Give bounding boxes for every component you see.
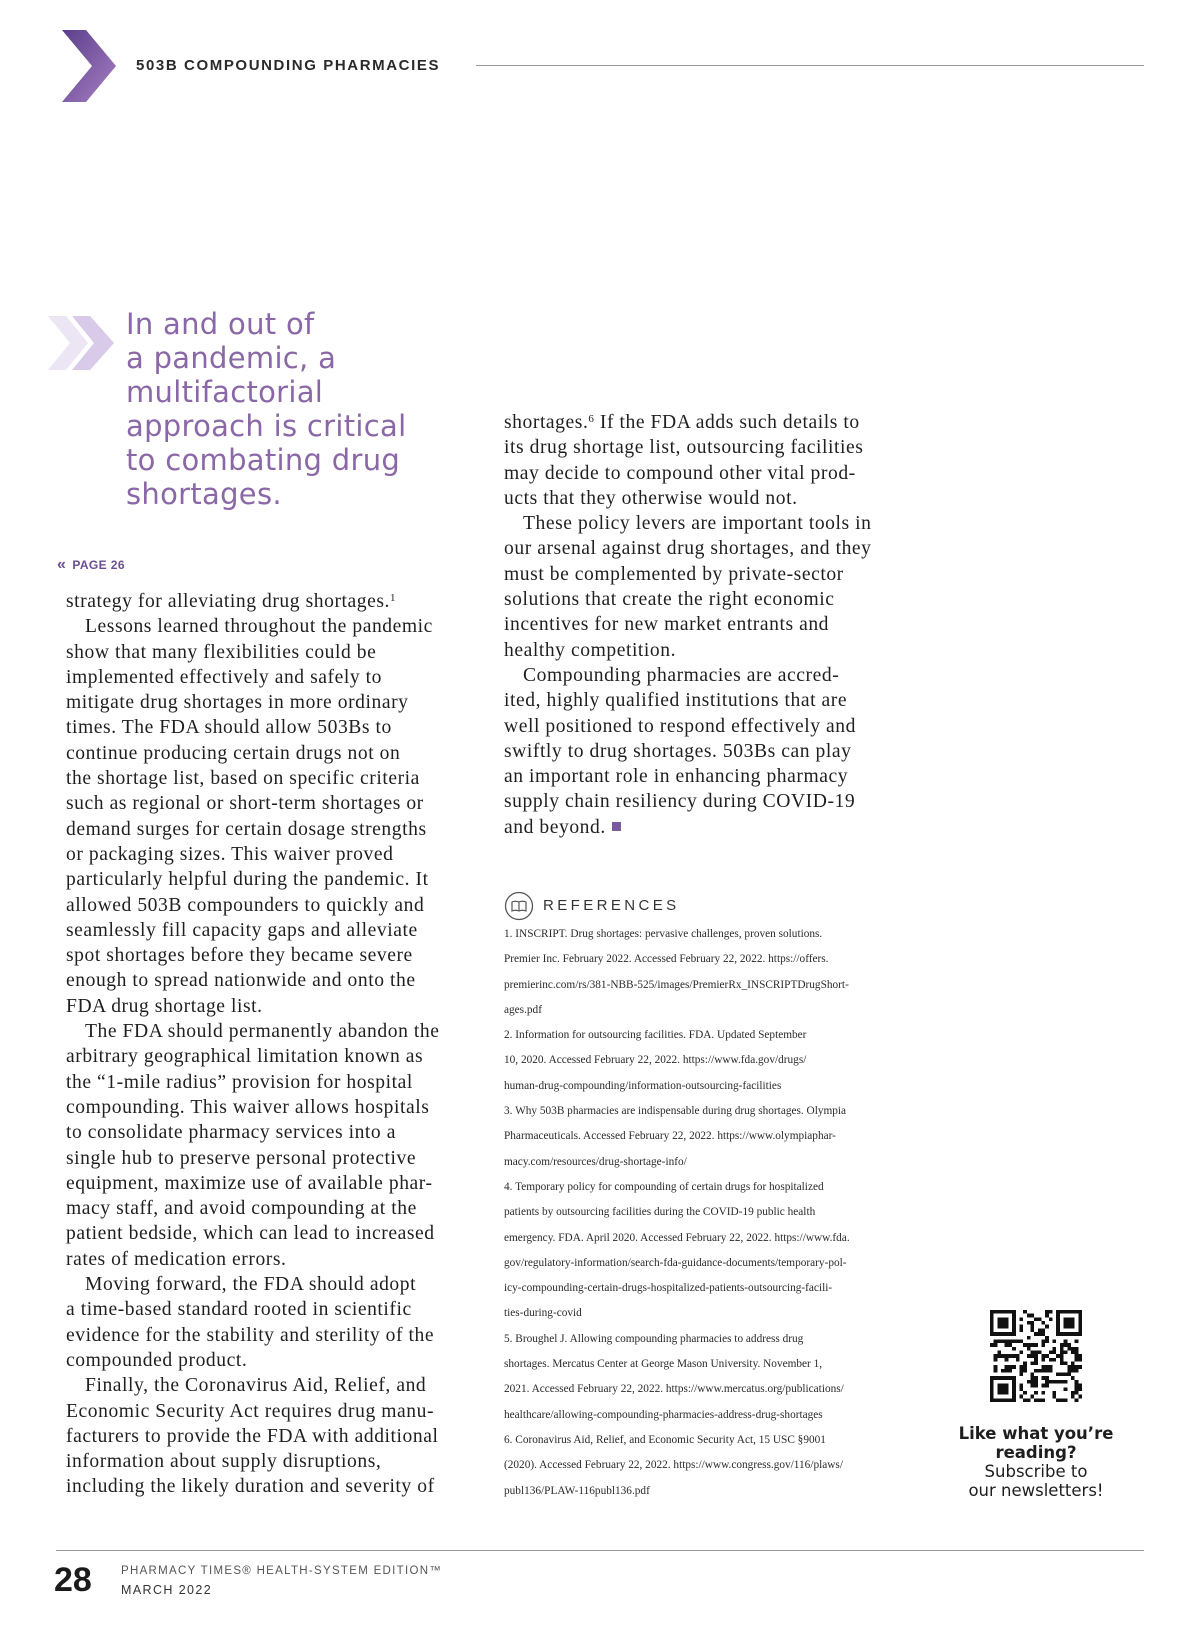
text-line: [504, 688, 924, 713]
text-line: [504, 511, 924, 536]
text-line-content: patient bedside, which can lead to increased: [66, 1223, 435, 1245]
text-line-content: shortages.: [504, 412, 589, 433]
text-line-content: supply chain resiliency during COVID-19: [504, 791, 856, 813]
end-of-article-mark: [612, 822, 621, 831]
text-line: [504, 663, 924, 688]
text-line: [504, 461, 924, 486]
references-list: [504, 922, 924, 1504]
issue-date: MARCH 2022: [121, 1583, 213, 1597]
newsletter-promo[interactable]: [950, 1424, 1122, 1500]
publication-name: PHARMACY TIMES® HEALTH-SYSTEM EDITION™: [121, 1565, 443, 1577]
text-line-content: seamlessly fill capacity gaps and alleviate: [66, 919, 418, 941]
text-line: [66, 994, 486, 1019]
text-line-content: These policy levers are important tools in: [523, 513, 872, 535]
qr-code[interactable]: [990, 1310, 1082, 1402]
article-column-right: [504, 410, 924, 840]
text-line-content: the “1-mile radius” provision for hospital: [66, 1071, 413, 1093]
text-line: [66, 1095, 486, 1120]
text-line-content: an important role in enhancing pharmacy: [504, 766, 849, 788]
text-line: [504, 789, 924, 814]
text-line: [66, 842, 486, 867]
text-line: [66, 715, 486, 740]
text-line-content: mitigate drug shortages in more ordinary: [66, 692, 409, 714]
reference-line: 5. Broughel J. Allowing compounding pharmacies to address drug: [504, 1332, 804, 1345]
text-line: [66, 766, 486, 791]
pull-quote-line: to combating drug: [126, 443, 401, 477]
text-line-content: well positioned to respond effectively and: [504, 715, 856, 737]
double-chevron-left-icon: «: [57, 556, 67, 573]
text-line: [66, 867, 486, 892]
text-line: [66, 1019, 486, 1044]
text-line: [66, 1323, 486, 1348]
text-line-content: healthy competition.: [504, 639, 677, 661]
text-line-content: Moving forward, the FDA should adopt: [85, 1274, 417, 1296]
text-line-content: to consolidate pharmacy services into a: [66, 1122, 396, 1144]
section-title: 503B COMPOUNDING PHARMACIES: [136, 57, 441, 74]
text-line-content: solutions that create the right economic: [504, 589, 835, 611]
page-number: 28: [54, 1561, 92, 1599]
promo-subline: Subscribe to: [984, 1462, 1088, 1481]
text-line-content: a time-based standard rooted in scientific: [66, 1299, 412, 1321]
text-line: [66, 1120, 486, 1145]
reference-line: 4. Temporary policy for compounding of certain drugs for hospitalized: [504, 1180, 824, 1193]
text-line-content: The FDA should permanently abandon the: [85, 1021, 440, 1043]
text-line-content: enough to spread nationwide and onto the: [66, 970, 416, 992]
text-line-content: show that many flexibilities could be: [66, 641, 377, 663]
header-divider: [476, 65, 1144, 66]
text-line-content: information about supply disruptions,: [66, 1451, 382, 1473]
text-line-content: particularly helpful during the pandemic. It: [66, 869, 429, 891]
reference-line: Premier Inc. February 2022. Accessed February 22, 2022. https://offers.: [504, 953, 829, 966]
text-line: [66, 918, 486, 943]
section-chevron-icon: [62, 30, 116, 102]
text-line: [66, 1424, 486, 1449]
continued-from-link[interactable]: [57, 556, 125, 574]
text-line-content: ucts that they otherwise would not.: [504, 487, 798, 509]
text-line: [66, 1070, 486, 1095]
text-line-content: demand surges for certain dosage strengths: [66, 818, 427, 840]
text-line-content: facturers to provide the FDA with additional: [66, 1425, 439, 1447]
book-icon: [504, 891, 534, 921]
references-heading: REFERENCES: [543, 897, 680, 914]
text-line-content: Economic Security Act requires drug manu-: [66, 1400, 435, 1422]
text-line-content: equipment, maximize use of available phar-: [66, 1172, 433, 1194]
text-line-content: swiftly to drug shortages. 503Bs can play: [504, 740, 852, 762]
text-line-content: single hub to preserve personal protective: [66, 1147, 417, 1169]
text-line-content: such as regional or short-term shortages or: [66, 793, 424, 815]
text-line: [504, 714, 924, 739]
promo-headline-line: Like what you’re: [958, 1424, 1114, 1443]
text-line: [66, 1221, 486, 1246]
reference-line: ages.pdf: [504, 1003, 542, 1016]
text-line: [66, 1044, 486, 1069]
text-line: [66, 1348, 486, 1373]
reference-line: 1. INSCRIPT. Drug shortages: pervasive challenges, proven solutions.: [504, 928, 823, 940]
text-line-content: Finally, the Coronavirus Aid, Relief, and: [85, 1375, 427, 1397]
text-line: [66, 1272, 486, 1297]
text-line: [66, 640, 486, 665]
text-line: [66, 1373, 486, 1398]
text-line: [504, 739, 924, 764]
text-line-content: incentives for new market entrants and: [504, 614, 830, 636]
text-line-content: must be complemented by private-sector: [504, 563, 844, 585]
text-line: [66, 1297, 486, 1322]
reference-line: (2020). Accessed February 22, 2022. https://www.congress.gov/116/plaws/: [504, 1459, 843, 1472]
article-column-left: [66, 589, 486, 1500]
text-line: [66, 943, 486, 968]
reference-line: ties-during-covid: [504, 1307, 582, 1320]
text-line: [66, 817, 486, 842]
reference-line: gov/regulatory-information/search-fda-guidance-documents/temporary-pol-: [504, 1256, 847, 1269]
text-line: [66, 1449, 486, 1474]
reference-line: macy.com/resources/drug-shortage-info/: [504, 1155, 687, 1168]
text-line: [504, 562, 924, 587]
text-line-content: continue producing certain drugs not on: [66, 742, 401, 764]
pull-quote-line: In and out of: [126, 307, 315, 341]
reference-line: 3. Why 503B pharmacies are indispensable during drug shortages. Olympia: [504, 1105, 847, 1118]
reference-line: Pharmaceuticals. Accessed February 22, 2022. https://www.olympiaphar-: [504, 1130, 836, 1143]
promo-headline-line: reading?: [995, 1443, 1077, 1462]
reference-line: 2. Information for outsourcing facilities. FDA. Updated September: [504, 1029, 807, 1042]
reference-line: 10, 2020. Accessed February 22, 2022. https://www.fda.gov/drugs/: [504, 1054, 807, 1067]
text-line: [66, 1171, 486, 1196]
footnote-ref[interactable]: 1: [389, 592, 397, 604]
text-line: [66, 1196, 486, 1221]
text-line-content: evidence for the stability and sterility of the: [66, 1324, 435, 1346]
footer-divider: [56, 1550, 1144, 1551]
pull-quote-line: shortages.: [126, 477, 282, 511]
text-line: [66, 791, 486, 816]
pull-quote: [126, 307, 456, 511]
pull-quote-line: multifactorial: [126, 375, 324, 409]
text-line: [504, 815, 924, 840]
text-line: [66, 1474, 486, 1499]
reference-line: publ136/PLAW-116publ136.pdf: [504, 1484, 650, 1497]
reference-line: human-drug-compounding/information-outsourcing-facilities: [504, 1079, 782, 1092]
text-line-content: implemented effectively and safely to: [66, 666, 382, 688]
text-line: [66, 893, 486, 918]
text-line-content: including the likely duration and severity of: [66, 1476, 435, 1498]
text-line: [66, 1399, 486, 1424]
text-line-content: strategy for alleviating drug shortages.: [66, 591, 390, 612]
pull-quote-line: approach is critical: [126, 409, 407, 443]
text-line-content: may decide to compound other vital prod-: [504, 462, 856, 484]
text-line: [66, 1247, 486, 1272]
text-line: [504, 410, 924, 435]
continued-from-label: PAGE 26: [72, 558, 125, 572]
text-line-content: ited, highly qualified institutions that are: [504, 690, 848, 712]
reference-line: shortages. Mercatus Center at George Mason University. November 1,: [504, 1358, 823, 1371]
text-line-content: allowed 503B compounders to quickly and: [66, 894, 425, 916]
text-line: [504, 536, 924, 561]
reference-line: patients by outsourcing facilities during the COVID-19 public health: [504, 1206, 816, 1219]
text-line: [66, 968, 486, 993]
reference-line: icy-compounding-certain-drugs-hospitalized-patients-outsourcing-facili-: [504, 1282, 833, 1295]
text-line-content: and beyond.: [504, 816, 606, 838]
reference-line: 2021. Accessed February 22, 2022. https://www.mercatus.org/publications/: [504, 1383, 844, 1396]
footnote-ref[interactable]: 6: [588, 413, 595, 425]
text-line-content: its drug shortage list, outsourcing facilities: [504, 437, 864, 459]
text-line: [66, 665, 486, 690]
reference-line: healthcare/allowing-compounding-pharmacies-address-drug-shortages: [504, 1408, 823, 1421]
text-line-content: Compounding pharmacies are accred-: [523, 664, 840, 686]
reference-line: premierinc.com/rs/381-NBB-525/images/PremierRx_INSCRIPTDrugShort-: [504, 978, 849, 991]
text-line: [66, 741, 486, 766]
text-line-content: our arsenal against drug shortages, and they: [504, 538, 872, 560]
text-line-content: compounded product.: [66, 1349, 248, 1371]
text-line-content: times. The FDA should allow 503Bs to: [66, 717, 392, 739]
text-line-content: rates of medication errors.: [66, 1248, 287, 1270]
text-line: [66, 1146, 486, 1171]
pullquote-chevrons-icon: [48, 316, 118, 370]
text-line: [66, 690, 486, 715]
text-line-content: FDA drug shortage list.: [66, 995, 263, 1017]
reference-line: 6. Coronavirus Aid, Relief, and Economic Security Act, 15 USC §9001: [504, 1433, 826, 1446]
text-line: [504, 587, 924, 612]
text-line: [504, 435, 924, 460]
text-line-content: arbitrary geographical limitation known as: [66, 1046, 424, 1068]
text-line: [66, 589, 486, 614]
text-line-content: macy staff, and avoid compounding at the: [66, 1198, 417, 1220]
text-line-content: the shortage list, based on specific criteria: [66, 768, 420, 790]
promo-subline: our newsletters!: [968, 1481, 1104, 1500]
text-line-content: If the FDA adds such details to: [594, 412, 860, 433]
pull-quote-line: a pandemic, a: [126, 341, 337, 375]
text-line-content: spot shortages before they became severe: [66, 945, 413, 967]
text-line-content: or packaging sizes. This waiver proved: [66, 843, 394, 865]
reference-line: emergency. FDA. April 2020. Accessed February 22, 2022. https://www.fda.: [504, 1231, 850, 1244]
text-line: [66, 614, 486, 639]
text-line: [504, 612, 924, 637]
text-line-content: Lessons learned throughout the pandemic: [85, 616, 433, 638]
text-line-content: compounding. This waiver allows hospitals: [66, 1096, 430, 1118]
text-line: [504, 638, 924, 663]
text-line: [504, 764, 924, 789]
text-line: [504, 486, 924, 511]
